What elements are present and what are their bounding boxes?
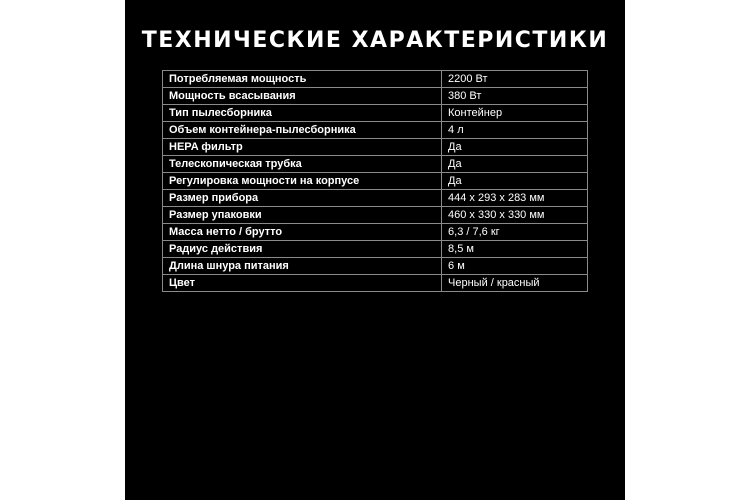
table-row bbox=[163, 88, 588, 105]
spec-value: 6,3 / 7,6 кг bbox=[442, 224, 588, 241]
spec-table bbox=[162, 70, 588, 292]
spec-param: Размер прибора bbox=[163, 190, 442, 207]
spec-param: Потребляемая мощность bbox=[163, 71, 442, 88]
page-title: ТЕХНИЧЕСКИЕ ХАРАКТЕРИСТИКИ bbox=[141, 28, 609, 53]
table-row bbox=[163, 258, 588, 275]
spec-value: Контейнер bbox=[442, 105, 588, 122]
spec-value: Да bbox=[442, 139, 588, 156]
spec-param: Размер упаковки bbox=[163, 207, 442, 224]
spec-value: 460 x 330 x 330 мм bbox=[442, 207, 588, 224]
spec-value: 8,5 м bbox=[442, 241, 588, 258]
spec-param: Цвет bbox=[163, 275, 442, 292]
spec-param: Телескопическая трубка bbox=[163, 156, 442, 173]
spec-value: 380 Вт bbox=[442, 88, 588, 105]
table-row bbox=[163, 139, 588, 156]
spec-param: Длина шнура питания bbox=[163, 258, 442, 275]
table-row bbox=[163, 275, 588, 292]
spec-param: Радиус действия bbox=[163, 241, 442, 258]
spec-param: Тип пылесборника bbox=[163, 105, 442, 122]
spec-value: 6 м bbox=[442, 258, 588, 275]
table-row bbox=[163, 207, 588, 224]
spec-value: 4 л bbox=[442, 122, 588, 139]
spec-param: Регулировка мощности на корпусе bbox=[163, 173, 442, 190]
table-row bbox=[163, 224, 588, 241]
spec-param: HEPA фильтр bbox=[163, 139, 442, 156]
table-row bbox=[163, 241, 588, 258]
spec-value: 444 x 293 x 283 мм bbox=[442, 190, 588, 207]
table-row bbox=[163, 122, 588, 139]
spec-param: Мощность всасывания bbox=[163, 88, 442, 105]
spec-param: Объем контейнера-пылесборника bbox=[163, 122, 442, 139]
spec-value: Да bbox=[442, 173, 588, 190]
table-row bbox=[163, 190, 588, 207]
table-row bbox=[163, 173, 588, 190]
spec-value: Черный / красный bbox=[442, 275, 588, 292]
table-row bbox=[163, 105, 588, 122]
spec-param: Масса нетто / брутто bbox=[163, 224, 442, 241]
spec-value: 2200 Вт bbox=[442, 71, 588, 88]
table-row bbox=[163, 71, 588, 88]
table-row bbox=[163, 156, 588, 173]
spec-value: Да bbox=[442, 156, 588, 173]
spec-panel bbox=[125, 0, 625, 500]
